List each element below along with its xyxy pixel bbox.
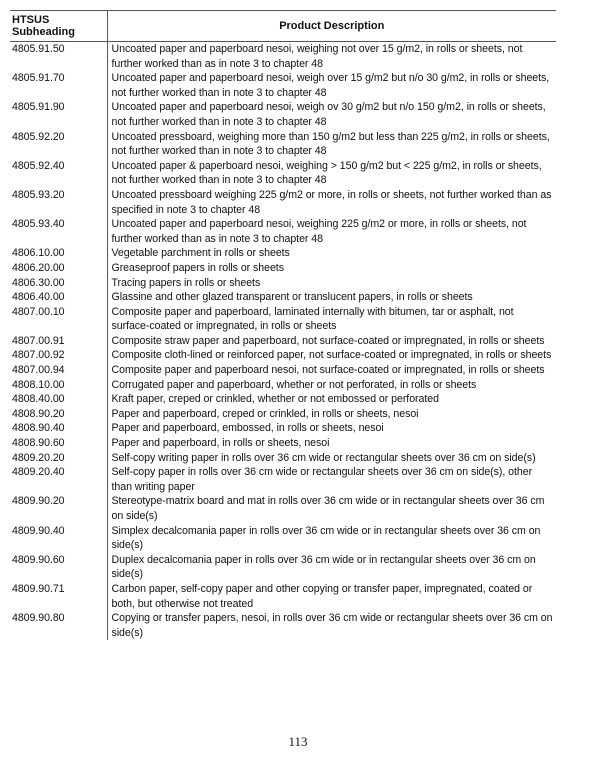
subheading-code: 4807.00.92: [10, 348, 107, 363]
subheading-code: 4807.00.10: [10, 305, 107, 334]
subheading-code: 4807.00.94: [10, 363, 107, 378]
product-description: Paper and paperboard, embossed, in rolls or sheets, nesoi: [111, 422, 384, 435]
table-row: [10, 436, 556, 451]
table-row: [10, 334, 556, 349]
subheading-code: 4805.91.90: [10, 100, 107, 129]
column-header-description: Product Description: [107, 11, 556, 42]
subheading-code: 4809.90.60: [10, 553, 107, 582]
table-row: [10, 421, 556, 436]
product-description: Paper and paperboard, in rolls or sheets, nesoi: [111, 437, 330, 450]
product-description: Uncoated paper and paperboard nesoi, weigh ov 30 g/m2 but n/o 150 g/m2, in rolls or sheets, not further worked than in note 3 to chapter 48: [111, 101, 546, 128]
product-description: Glassine and other glazed transparent or translucent papers, in rolls or sheets: [111, 291, 473, 304]
product-description: Simplex decalcomania paper in rolls over 36 cm wide or in rectangular sheets over 36 cm on side(s): [111, 524, 541, 552]
product-description: Greaseproof papers in rolls or sheets: [111, 261, 284, 274]
table-row: [10, 276, 556, 291]
table-row: [10, 217, 556, 246]
product-description: Copying or transfer papers, nesoi, in rolls over 36 cm wide or rectangular sheets over 36 cm on side(s): [111, 612, 553, 639]
subheading-code: 4806.10.00: [10, 246, 107, 261]
table-row: [10, 305, 556, 334]
table-row: [10, 261, 556, 276]
column-header-subheading: [10, 11, 107, 42]
table-header: [10, 11, 556, 42]
subheading-code: 4808.90.40: [10, 421, 107, 436]
product-description: Uncoated pressboard, weighing more than 150 g/m2 but less than 225 g/m2, in rolls or sheets, not further worked than in note 3 to chapter 48: [111, 130, 550, 158]
table-row: [10, 42, 556, 72]
product-description: Uncoated paper and paperboard nesoi, weigh over 15 g/m2 but n/o 30 g/m2, in rolls or sheets, not further worked than in note 3 to chapter 48: [111, 72, 550, 99]
subheading-code: 4805.92.40: [10, 159, 107, 188]
product-description: Tracing papers in rolls or sheets: [111, 276, 261, 289]
table-row: [10, 494, 556, 523]
subheading-code: 4809.90.80: [10, 611, 107, 640]
subheading-code: 4805.93.40: [10, 217, 107, 246]
product-description: Uncoated pressboard weighing 225 g/m2 or more, in rolls or sheets, not further worked than as specified in note 3 to chapter 48: [111, 188, 552, 216]
subheading-code: 4808.40.00: [10, 392, 107, 407]
table-row: [10, 392, 556, 407]
table-body: [10, 42, 556, 641]
table-row: [10, 407, 556, 422]
product-description: Uncoated paper and paperboard nesoi, weighing not over 15 g/m2, in rolls or sheets, not further worked than as in note 3 to chapter 48: [111, 43, 523, 70]
product-description: Duplex decalcomania paper in rolls over 36 cm wide or in rectangular sheets over 36 cm on side(s): [111, 553, 536, 581]
subheading-code: 4809.90.71: [10, 582, 107, 611]
htsus-table: [10, 10, 556, 640]
product-description: Composite straw paper and paperboard, not surface-coated or impregnated, in rolls or sheets: [111, 334, 545, 347]
table-row: [10, 188, 556, 217]
table-row: [10, 611, 556, 640]
table-row: [10, 378, 556, 393]
column-header-subheading-line1: HTSUS: [12, 14, 50, 26]
subheading-code: 4807.00.91: [10, 334, 107, 349]
page-number: 113: [288, 734, 308, 749]
product-description: Kraft paper, creped or crinkled, whether or not embossed or perforated: [111, 393, 439, 406]
product-description: Carbon paper, self-copy paper and other copying or transfer paper, impregnated, coated or both, but otherwise not treated: [111, 582, 533, 610]
table-row: [10, 582, 556, 611]
product-description: Paper and paperboard, creped or crinkled, in rolls or sheets, nesoi: [111, 407, 419, 420]
subheading-code: 4809.90.40: [10, 524, 107, 553]
table-row: [10, 130, 556, 159]
product-description: Vegetable parchment in rolls or sheets: [111, 247, 290, 260]
table-row: [10, 524, 556, 553]
table-row: [10, 71, 556, 100]
subheading-code: 4808.90.20: [10, 407, 107, 422]
table-row: [10, 348, 556, 363]
subheading-code: 4805.93.20: [10, 188, 107, 217]
subheading-code: 4806.20.00: [10, 261, 107, 276]
subheading-code: 4806.40.00: [10, 290, 107, 305]
table-row: [10, 465, 556, 494]
table-row: [10, 290, 556, 305]
table-row: [10, 159, 556, 188]
table-row: [10, 451, 556, 466]
table-row: [10, 553, 556, 582]
product-description: Corrugated paper and paperboard, whether or not perforated, in rolls or sheets: [111, 378, 477, 391]
subheading-code: 4809.20.20: [10, 451, 107, 466]
subheading-code: 4808.90.60: [10, 436, 107, 451]
subheading-code: 4805.91.70: [10, 71, 107, 100]
subheading-code: 4806.30.00: [10, 276, 107, 291]
subheading-code: 4809.90.20: [10, 494, 107, 523]
product-description: Uncoated paper & paperboard nesoi, weighing > 150 g/m2 but < 225 g/m2, in rolls or sheets, not further worked than in note 3 to chapter 48: [111, 159, 542, 187]
product-description: Composite paper and paperboard nesoi, not surface-coated or impregnated, in rolls or sheets: [111, 364, 545, 377]
product-description: Composite paper and paperboard, laminated internally with bitumen, tar or asphalt, not surface-coated or impregnated, in rolls or sheets: [111, 305, 514, 333]
product-description: Self-copy writing paper in rolls over 36 cm wide or rectangular sheets over 36 cm on side(s): [111, 451, 536, 464]
subheading-code: 4805.91.50: [10, 42, 107, 72]
product-description: Composite cloth-lined or reinforced paper, not surface-coated or impregnated, in rolls or sheets: [111, 349, 552, 362]
subheading-code: 4809.20.40: [10, 465, 107, 494]
subheading-code: 4808.10.00: [10, 378, 107, 393]
table-row: [10, 246, 556, 261]
product-description: Uncoated paper and paperboard nesoi, weighing 225 g/m2 or more, in rolls or sheets, not further worked than as in note 3 to chapter 48: [111, 218, 527, 245]
product-description: Stereotype-matrix board and mat in rolls over 36 cm wide or in rectangular sheets over 36 cm on side(s): [111, 495, 545, 522]
subheading-code: 4805.92.20: [10, 130, 107, 159]
table-row: [10, 363, 556, 378]
column-header-subheading-line2: Subheading: [12, 26, 75, 38]
product-description: Self-copy paper in rolls over 36 cm wide or rectangular sheets over 36 cm on side(s), other than writing paper: [111, 466, 533, 493]
table-row: [10, 100, 556, 129]
